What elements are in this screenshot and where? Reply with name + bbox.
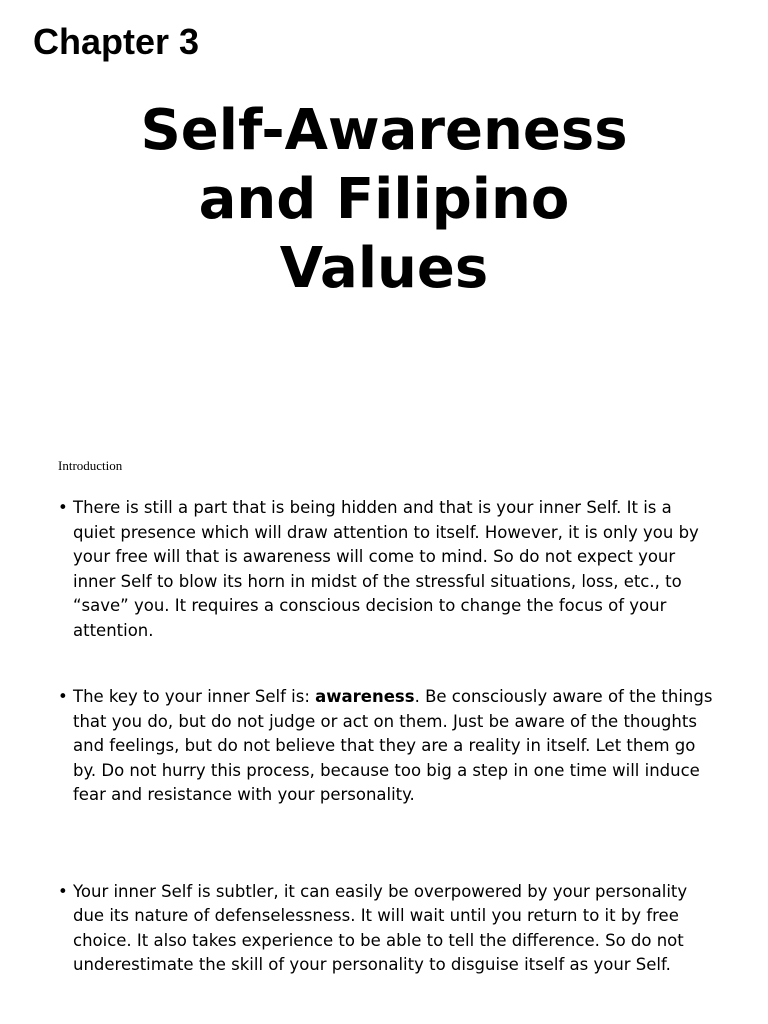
bullet-keyword: awareness [315, 687, 415, 706]
bullet-item [58, 880, 718, 978]
bullet-text-suffix: . Be consciously aware of the things that you do, but do not judge or act on them. Just be aware of the thoughts and feelings, but do not believe that they are a reality in itself. Let them go by. Do not hurry this process, because too big a step in one time will induce fear and resistance with your personality. [73, 687, 713, 804]
bullet-icon: • [58, 881, 68, 901]
bullet-text: Your inner Self is subtler, it can easily be overpowered by your personality due its nature of defenselessness. It will wait until you return to it by free choice. It also takes experience to be able to tell the difference. So do not underestimate the skill of your personality to disguise itself as your Self. [73, 881, 688, 974]
bullet-list [58, 496, 718, 978]
bullet-icon: • [58, 687, 68, 706]
title-line-1: Self-Awareness [140, 98, 628, 163]
introduction-label: Introduction [58, 458, 123, 473]
chapter-label: Chapter 3 [33, 21, 200, 62]
page-title [0, 96, 768, 303]
bullet-item [58, 685, 718, 808]
bullet-text: There is still a part that is being hidden and that is your inner Self. It is a quiet presence which will draw attention to itself. However, it is only you by your free will that is awareness will come to mind. So do not expect your inner Self to blow its horn in midst of the stressful situations, loss, etc., to “save” you. It requires a conscious decision to change the focus of your attention. [73, 498, 699, 640]
bullet-icon: • [58, 498, 68, 517]
bullet-text-prefix: The key to your inner Self is: [73, 687, 316, 706]
title-line-3: Values [279, 236, 489, 301]
bullet-item [58, 496, 718, 643]
title-line-2: and Filipino [198, 167, 570, 232]
